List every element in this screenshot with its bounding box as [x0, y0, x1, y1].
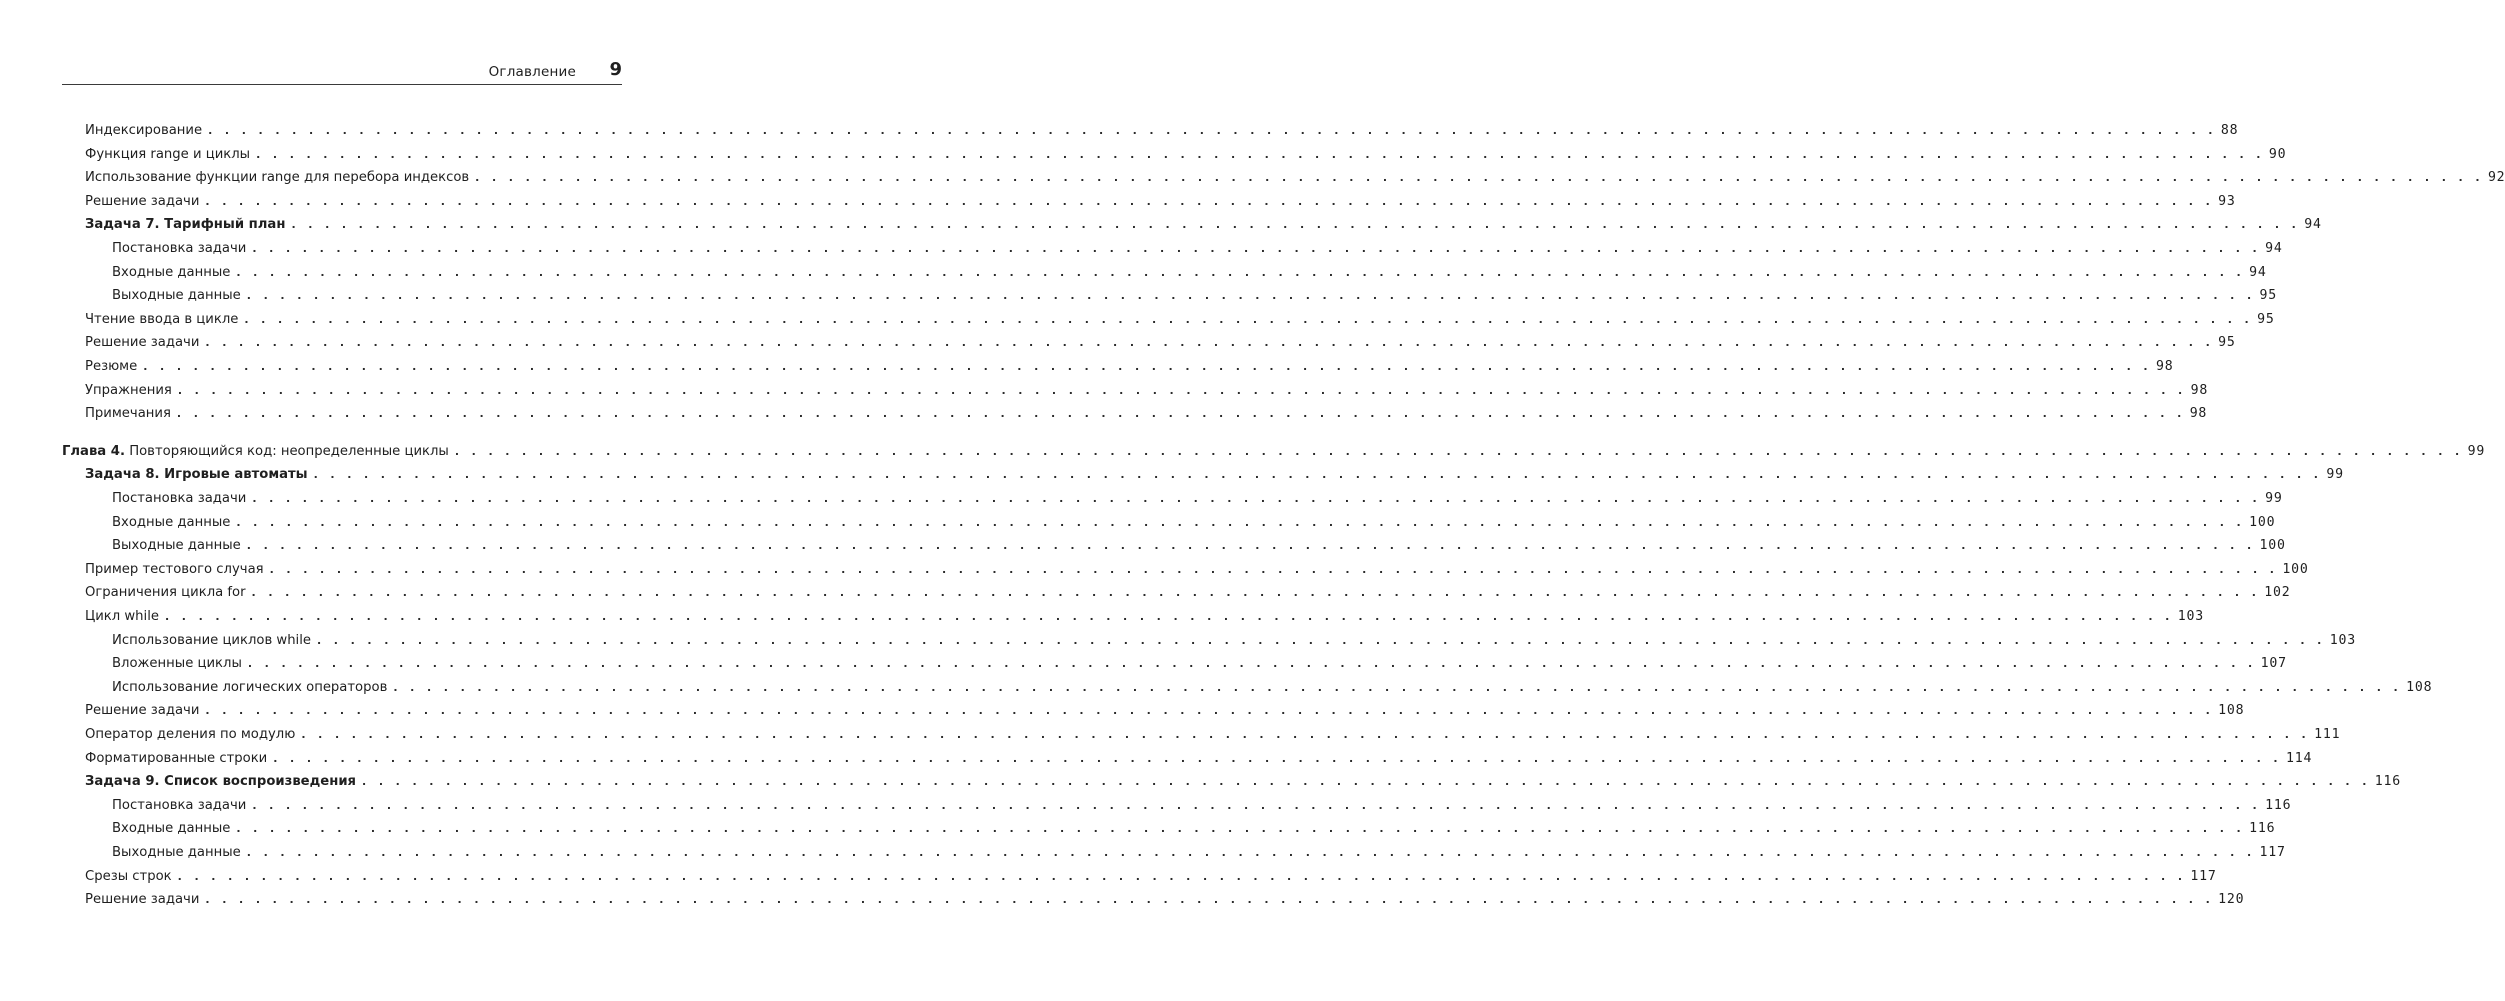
- dot-leader: . . . . . . . . . . . . . . . . . . . . . . . . . . . . . . . . . . . . . . . . . . . . . . . . . . . . . . . . . . . . . . . . . . . . . . . . . . . . . . . . . . . . . . . . . . . . . . . . . . . . . . . . . . . . . . . . . . . . . . . .: [205, 893, 2215, 907]
- toc-entry-title: Решение задачи: [85, 193, 200, 209]
- toc-entry: [112, 489, 2283, 509]
- toc-entry-page: 117: [2190, 868, 2217, 884]
- dot-leader: . . . . . . . . . . . . . . . . . . . . . . . . . . . . . . . . . . . . . . . . . . . . . . . . . . . . . . . . . . . . . . . . . . . . . . . . . . . . . . . . . . . . . . . . . . . . . . . . . . . . . . . . . . . . . . . . . . . . . . . .: [143, 360, 2153, 373]
- dot-leader: . . . . . . . . . . . . . . . . . . . . . . . . . . . . . . . . . . . . . . . . . . . . . . . . . . . . . . . . . . . . . . . . . . . . . . . . . . . . . . . . . . . . . . . . . . . . . . . . . . . . . . . . . . . . . . . . . . . . . . . .: [291, 218, 2301, 232]
- toc-entry-title: Упражнения: [85, 382, 172, 398]
- dot-leader: . . . . . . . . . . . . . . . . . . . . . . . . . . . . . . . . . . . . . . . . . . . . . . . . . . . . . . . . . . . . . . . . . . . . . . . . . . . . . . . . . . . . . . . . . . . . . . . . . . . . . . . . . . . . . . . . . . . . . . . .: [208, 124, 2217, 137]
- toc-entry: [85, 333, 2236, 353]
- dot-leader: . . . . . . . . . . . . . . . . . . . . . . . . . . . . . . . . . . . . . . . . . . . . . . . . . . . . . . . . . . . . . . . . . . . . . . . . . . . . . . . . . . . . . . . . . . . . . . . . . . . . . . . . . . . . . . . . . . . . . . . .: [164, 610, 2174, 623]
- toc-entry-title: Использование функции range для перебора индексов: [85, 170, 470, 186]
- toc-entry: [85, 701, 2245, 721]
- toc-entry: [85, 404, 2208, 424]
- page-number: 9: [609, 59, 622, 80]
- toc-entry-title: Оператор деления по модулю: [85, 727, 296, 742]
- dot-leader: . . . . . . . . . . . . . . . . . . . . . . . . . . . . . . . . . . . . . . . . . . . . . . . . . . . . . . . . . . . . . . . . . . . . . . . . . . . . . . . . . . . . . . . . . . . . . . . . . . . . . . . . . . . . . . . . . . . . . . . .: [244, 312, 2254, 326]
- dot-leader: . . . . . . . . . . . . . . . . . . . . . . . . . . . . . . . . . . . . . . . . . . . . . . . . . . . . . . . . . . . . . . . . . . . . . . . . . . . . . . . . . . . . . . . . . . . . . . . . . . . . . . . . . . . . . . . . . . . . . . . .: [205, 704, 2215, 718]
- toc-entry: [112, 513, 2276, 533]
- toc-entry-page: 92: [2487, 170, 2505, 186]
- toc-chapter-entry: [62, 442, 2486, 462]
- toc-entry: [85, 192, 2236, 212]
- toc-entry-page: 102: [2264, 585, 2291, 601]
- dot-leader: . . . . . . . . . . . . . . . . . . . . . . . . . . . . . . . . . . . . . . . . . . . . . . . . . . . . . . . . . . . . . . . . . . . . . . . . . . . . . . . . . . . . . . . . . . . . . . . . . . . . . . . . . . . . . . . . . . . . . . . .: [313, 468, 2323, 482]
- dot-leader: . . . . . . . . . . . . . . . . . . . . . . . . . . . . . . . . . . . . . . . . . . . . . . . . . . . . . . . . . . . . . . . . . . . . . . . . . . . . . . . . . . . . . . . . . . . . . . . . . . . . . . . . . . . . . . . . . . . . . . . .: [273, 751, 2283, 765]
- toc-entry-page: 88: [2220, 123, 2239, 138]
- toc-entry: [85, 867, 2217, 887]
- toc-entry: [85, 560, 2309, 580]
- toc-entry-title: Использование логических операторов: [112, 679, 388, 695]
- toc-entry-title: Постановка задачи: [112, 797, 247, 813]
- toc-entry-page: 98: [2156, 359, 2174, 374]
- dot-leader: . . . . . . . . . . . . . . . . . . . . . . . . . . . . . . . . . . . . . . . . . . . . . . . . . . . . . . . . . . . . . . . . . . . . . . . . . . . . . . . . . . . . . . . . . . . . . . . . . . . . . . . . . . . . . . . . . . . . . . . .: [247, 657, 2257, 671]
- toc-entry-page: 95: [2218, 335, 2236, 351]
- toc-entry-page: 116: [2249, 821, 2276, 837]
- toc-entry-title: Индексирование: [85, 123, 203, 138]
- toc-entry-page: 100: [2282, 561, 2309, 577]
- toc-entry: [85, 121, 2239, 141]
- toc-entry: [112, 819, 2276, 839]
- dot-leader: . . . . . . . . . . . . . . . . . . . . . . . . . . . . . . . . . . . . . . . . . . . . . . . . . . . . . . . . . . . . . . . . . . . . . . . . . . . . . . . . . . . . . . . . . . . . . . . . . . . . . . . . . . . . . . . . . . . . . . . .: [252, 242, 2262, 255]
- toc-entry: [112, 843, 2286, 863]
- dot-leader: . . . . . . . . . . . . . . . . . . . . . . . . . . . . . . . . . . . . . . . . . . . . . . . . . . . . . . . . . . . . . . . . . . . . . . . . . . . . . . . . . . . . . . . . . . . . . . . . . . . . . . . . . . . . . . . . . . . . . . . .: [246, 846, 2256, 859]
- toc-entry: [112, 796, 2292, 816]
- toc-entry-page: 114: [2286, 750, 2313, 766]
- dot-leader: . . . . . . . . . . . . . . . . . . . . . . . . . . . . . . . . . . . . . . . . . . . . . . . . . . . . . . . . . . . . . . . . . . . . . . . . . . . . . . . . . . . . . . . . . . . . . . . . . . . . . . . . . . . . . . . . . . . . . . . .: [301, 728, 2311, 741]
- toc-entry: [112, 654, 2287, 674]
- toc-entry-page: 95: [2259, 288, 2278, 304]
- toc-entry-title: Выходные данные: [112, 538, 241, 554]
- toc-entry: [85, 749, 2313, 769]
- toc-entry-title: Форматированные строки: [85, 750, 268, 766]
- toc-entry-title: Решение задачи: [85, 892, 200, 908]
- toc-entry-title: Функция range и циклы: [85, 146, 251, 162]
- dot-leader: . . . . . . . . . . . . . . . . . . . . . . . . . . . . . . . . . . . . . . . . . . . . . . . . . . . . . . . . . . . . . . . . . . . . . . . . . . . . . . . . . . . . . . . . . . . . . . . . . . . . . . . . . . . . . . . . . . . . . . . .: [205, 336, 2215, 350]
- dot-leader: . . . . . . . . . . . . . . . . . . . . . . . . . . . . . . . . . . . . . . . . . . . . . . . . . . . . . . . . . . . . . . . . . . . . . . . . . . . . . . . . . . . . . . . . . . . . . . . . . . . . . . . . . . . . . . . . . . . . . . . .: [393, 680, 2403, 694]
- toc-entry-page: 95: [2257, 311, 2275, 327]
- toc-entry-page: 108: [2218, 703, 2245, 719]
- toc-entry: [85, 381, 2209, 401]
- toc-entry-title: Цикл while: [85, 609, 159, 624]
- toc-entry-title: Задача 9. Список воспроизведения: [85, 774, 357, 790]
- toc-chapter-label: Глава 4.: [62, 443, 125, 459]
- dot-leader: . . . . . . . . . . . . . . . . . . . . . . . . . . . . . . . . . . . . . . . . . . . . . . . . . . . . . . . . . . . . . . . . . . . . . . . . . . . . . . . . . . . . . . . . . . . . . . . . . . . . . . . . . . . . . . . . . . . . . . . .: [177, 383, 2187, 397]
- toc-entry-title: Ограничения цикла for: [85, 585, 246, 601]
- toc-entry: [85, 725, 2341, 745]
- toc-entry-page: 90: [2268, 146, 2287, 162]
- dot-leader: . . . . . . . . . . . . . . . . . . . . . . . . . . . . . . . . . . . . . . . . . . . . . . . . . . . . . . . . . . . . . . . . . . . . . . . . . . . . . . . . . . . . . . . . . . . . . . . . . . . . . . . . . . . . . . . . . . . . . . . .: [246, 539, 2256, 553]
- dot-leader: . . . . . . . . . . . . . . . . . . . . . . . . . . . . . . . . . . . . . . . . . . . . . . . . . . . . . . . . . . . . . . . . . . . . . . . . . . . . . . . . . . . . . . . . . . . . . . . . . . . . . . . . . . . . . . . . . . . . . . . .: [251, 586, 2261, 600]
- toc-entry-title: Выходные данные: [112, 845, 241, 860]
- toc-entry: [85, 465, 2344, 485]
- toc-entry: [112, 678, 2433, 698]
- dot-leader: . . . . . . . . . . . . . . . . . . . . . . . . . . . . . . . . . . . . . . . . . . . . . . . . . . . . . . . . . . . . . . . . . . . . . . . . . . . . . . . . . . . . . . . . . . . . . . . . . . . . . . . . . . . . . . . . . . . . . . . .: [317, 633, 2326, 647]
- toc-entry-page: 98: [2189, 406, 2208, 422]
- toc-entry-title: Входные данные: [112, 264, 231, 280]
- toc-entry-page: 100: [2259, 538, 2286, 554]
- toc-entry-page: 99: [2467, 443, 2486, 459]
- running-header: [62, 58, 622, 85]
- toc-entry-page: 116: [2374, 774, 2402, 790]
- toc-entry-page: 107: [2260, 656, 2287, 672]
- dot-leader: . . . . . . . . . . . . . . . . . . . . . . . . . . . . . . . . . . . . . . . . . . . . . . . . . . . . . . . . . . . . . . . . . . . . . . . . . . . . . . . . . . . . . . . . . . . . . . . . . . . . . . . . . . . . . . . . . . . . . . . .: [475, 171, 2484, 185]
- toc-entry-page: 99: [2326, 467, 2344, 483]
- toc-entry-page: 103: [2177, 609, 2204, 624]
- dot-leader: . . . . . . . . . . . . . . . . . . . . . . . . . . . . . . . . . . . . . . . . . . . . . . . . . . . . . . . . . . . . . . . . . . . . . . . . . . . . . . . . . . . . . . . . . . . . . . . . . . . . . . . . . . . . . . . . . . . . . . . .: [252, 492, 2262, 505]
- toc-entry: [85, 357, 2174, 377]
- dot-leader: . . . . . . . . . . . . . . . . . . . . . . . . . . . . . . . . . . . . . . . . . . . . . . . . . . . . . . . . . . . . . . . . . . . . . . . . . . . . . . . . . . . . . . . . . . . . . . . . . . . . . . . . . . . . . . . . . . . . . . . .: [176, 407, 2186, 421]
- toc-entry-title: Примечания: [85, 406, 171, 422]
- toc-entry-title: Чтение ввода в цикле: [85, 311, 239, 327]
- toc-entry-page: 120: [2218, 892, 2245, 908]
- toc-entry-page: 94: [2304, 217, 2322, 233]
- toc-entry-page: 108: [2406, 679, 2433, 695]
- dot-leader: . . . . . . . . . . . . . . . . . . . . . . . . . . . . . . . . . . . . . . . . . . . . . . . . . . . . . . . . . . . . . . . . . . . . . . . . . . . . . . . . . . . . . . . . . . . . . . . . . . . . . . . . . . . . . . . . . . . . . . . .: [236, 822, 2246, 836]
- dot-leader: . . . . . . . . . . . . . . . . . . . . . . . . . . . . . . . . . . . . . . . . . . . . . . . . . . . . . . . . . . . . . . . . . . . . . . . . . . . . . . . . . . . . . . . . . . . . . . . . . . . . . . . . . . . . . . . . . . . . . . . .: [362, 775, 2371, 789]
- toc-entry-page: 94: [2265, 241, 2283, 256]
- toc-entry-title: Резюме: [85, 359, 138, 374]
- toc-entry-title: [62, 442, 449, 462]
- toc-entry: [112, 239, 2283, 259]
- toc-entry-title: Пример тестового случая: [85, 561, 264, 577]
- toc-entry-page: 99: [2265, 491, 2283, 506]
- toc-entry: [112, 536, 2286, 556]
- toc-entry: [85, 583, 2291, 603]
- toc-entry-page: 103: [2329, 632, 2356, 648]
- dot-leader: . . . . . . . . . . . . . . . . . . . . . . . . . . . . . . . . . . . . . . . . . . . . . . . . . . . . . . . . . . . . . . . . . . . . . . . . . . . . . . . . . . . . . . . . . . . . . . . . . . . . . . . . . . . . . . . . . . . . . . . .: [454, 444, 2464, 458]
- toc-entry-title: Постановка задачи: [112, 241, 247, 256]
- toc-entry: [85, 168, 2505, 188]
- toc-entry: [112, 631, 2356, 651]
- dot-leader: . . . . . . . . . . . . . . . . . . . . . . . . . . . . . . . . . . . . . . . . . . . . . . . . . . . . . . . . . . . . . . . . . . . . . . . . . . . . . . . . . . . . . . . . . . . . . . . . . . . . . . . . . . . . . . . . . . . . . . . .: [177, 869, 2187, 883]
- dot-leader: . . . . . . . . . . . . . . . . . . . . . . . . . . . . . . . . . . . . . . . . . . . . . . . . . . . . . . . . . . . . . . . . . . . . . . . . . . . . . . . . . . . . . . . . . . . . . . . . . . . . . . . . . . . . . . . . . . . . . . . .: [205, 194, 2215, 208]
- toc-entry-title: Использование циклов while: [112, 632, 311, 648]
- toc-entry: [85, 607, 2204, 627]
- toc-entry-title: Задача 8. Игровые автоматы: [85, 467, 308, 483]
- toc-entry-title: Постановка задачи: [112, 491, 247, 506]
- toc-entry: [112, 286, 2278, 306]
- toc-entry-page: 111: [2314, 727, 2341, 742]
- toc-chapter-title: Повторяющийся код: неопределенные циклы: [129, 443, 449, 459]
- toc-entry: [85, 890, 2245, 910]
- toc-entry-title: Решение задачи: [85, 335, 200, 351]
- toc-entry-title: Решение задачи: [85, 703, 200, 719]
- toc-entry: [85, 772, 2402, 792]
- dot-leader: . . . . . . . . . . . . . . . . . . . . . . . . . . . . . . . . . . . . . . . . . . . . . . . . . . . . . . . . . . . . . . . . . . . . . . . . . . . . . . . . . . . . . . . . . . . . . . . . . . . . . . . . . . . . . . . . . . . . . . . .: [256, 147, 2265, 161]
- dot-leader: . . . . . . . . . . . . . . . . . . . . . . . . . . . . . . . . . . . . . . . . . . . . . . . . . . . . . . . . . . . . . . . . . . . . . . . . . . . . . . . . . . . . . . . . . . . . . . . . . . . . . . . . . . . . . . . . . . . . . . . .: [269, 562, 2279, 576]
- toc-entry: [85, 215, 2322, 235]
- toc-entry-title: Входные данные: [112, 514, 231, 530]
- dot-leader: . . . . . . . . . . . . . . . . . . . . . . . . . . . . . . . . . . . . . . . . . . . . . . . . . . . . . . . . . . . . . . . . . . . . . . . . . . . . . . . . . . . . . . . . . . . . . . . . . . . . . . . . . . . . . . . . . . . . . . . .: [252, 798, 2262, 812]
- toc-entry-page: 98: [2190, 382, 2209, 398]
- toc-entry: [85, 145, 2287, 165]
- dot-leader: . . . . . . . . . . . . . . . . . . . . . . . . . . . . . . . . . . . . . . . . . . . . . . . . . . . . . . . . . . . . . . . . . . . . . . . . . . . . . . . . . . . . . . . . . . . . . . . . . . . . . . . . . . . . . . . . . . . . . . . .: [236, 265, 2246, 279]
- toc-entry-page: 117: [2259, 845, 2286, 860]
- toc-entry: [85, 310, 2275, 330]
- toc-entry-page: 93: [2218, 193, 2236, 209]
- toc-entry-title: Задача 7. Тарифный план: [85, 217, 286, 233]
- toc-entry: [112, 263, 2267, 283]
- toc-entry-title: Срезы строк: [85, 868, 172, 884]
- toc-entry-title: Входные данные: [112, 821, 231, 837]
- running-header-title: Оглавление: [488, 64, 576, 80]
- toc-entry-title: Выходные данные: [112, 288, 241, 304]
- toc-entry-page: 116: [2265, 797, 2292, 813]
- toc-entry-page: 94: [2249, 264, 2267, 280]
- dot-leader: . . . . . . . . . . . . . . . . . . . . . . . . . . . . . . . . . . . . . . . . . . . . . . . . . . . . . . . . . . . . . . . . . . . . . . . . . . . . . . . . . . . . . . . . . . . . . . . . . . . . . . . . . . . . . . . . . . . . . . . .: [246, 289, 2256, 303]
- dot-leader: . . . . . . . . . . . . . . . . . . . . . . . . . . . . . . . . . . . . . . . . . . . . . . . . . . . . . . . . . . . . . . . . . . . . . . . . . . . . . . . . . . . . . . . . . . . . . . . . . . . . . . . . . . . . . . . . . . . . . . . .: [236, 515, 2246, 529]
- toc-entry-title: Вложенные циклы: [112, 656, 242, 672]
- toc-entry-page: 100: [2249, 514, 2276, 530]
